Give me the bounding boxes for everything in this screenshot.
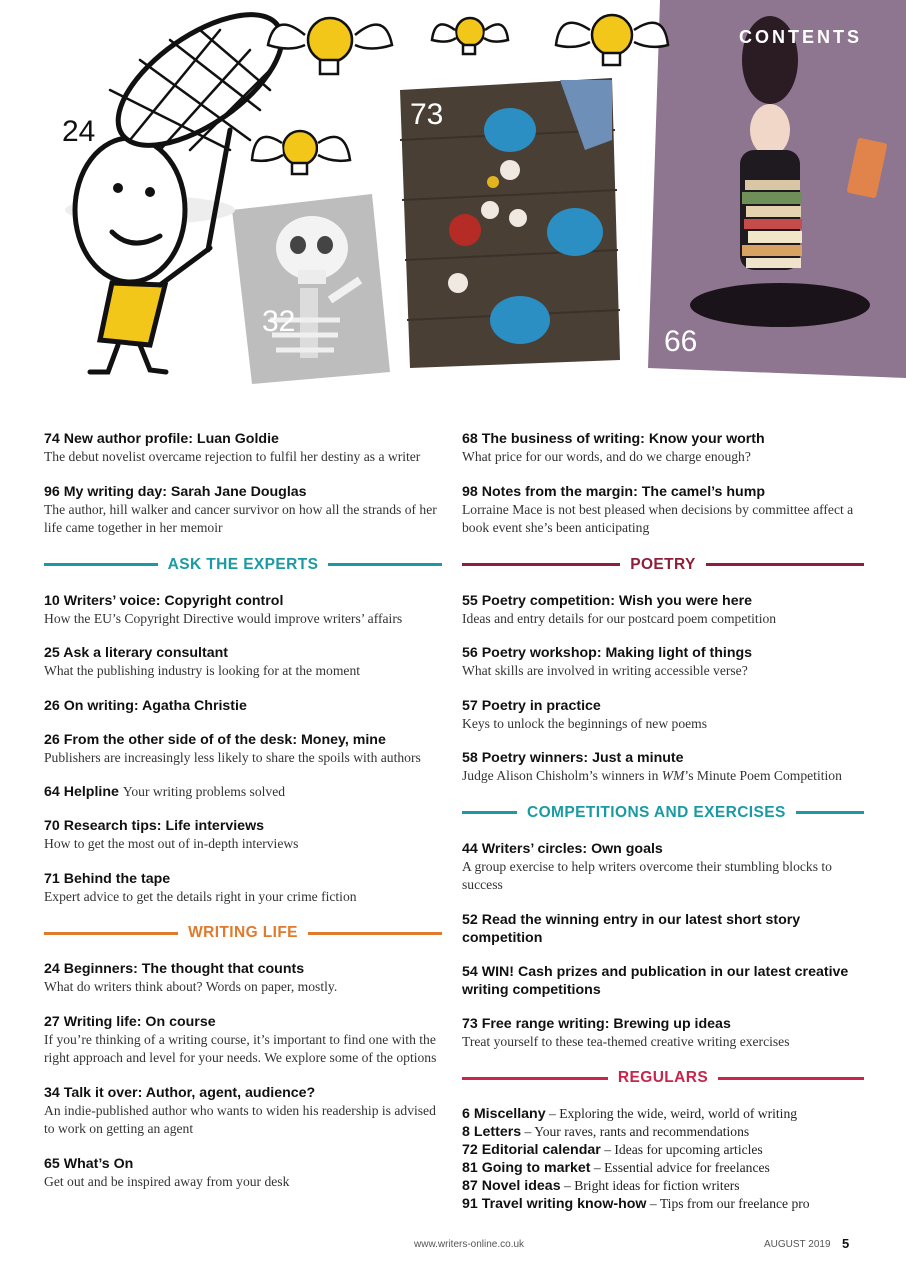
entry-title: 58 Poetry winners: Just a minute [462,750,684,766]
list-item[interactable] [462,483,864,538]
divider [44,932,178,935]
entry-desc: Get out and be inspired away from your desk [44,1173,290,1189]
list-item[interactable] [462,1177,864,1195]
entry-desc: – Tips from our freelance pro [649,1196,810,1211]
list-item[interactable] [44,697,442,715]
list-item[interactable] [462,1141,864,1159]
hero-illustration [0,0,906,410]
entry-title: 98 Notes from the margin: The camel’s hump [462,483,765,500]
entry-desc: The debut novelist overcame rejection to fulfil her destiny as a writer [44,449,421,464]
entry-title: 34 Talk it over: Author, agent, audience? [44,1084,316,1101]
section-header-writing-life [44,922,442,944]
entry-title: 81 Going to market [462,1160,591,1176]
reader-page-number: 66 [664,325,698,358]
desc-emphasis: WM [661,768,685,783]
lightbulb-icon [268,18,392,74]
list-item[interactable] [462,697,864,734]
entry-desc: Publishers are increasingly less likely to share the spoils with authors [44,749,421,765]
section-header-competitions [462,802,864,824]
list-item[interactable] [462,592,864,629]
list-item[interactable] [462,1123,864,1141]
entry-title: 55 Poetry competition: Wish you were here [462,592,752,609]
entry-title: 57 Poetry in practice [462,697,601,714]
section-label: COMPETITIONS AND EXERCISES [527,803,786,821]
entry-title: 44 Writers’ circles: Own goals [462,840,663,857]
section-label: ASK THE EXPERTS [167,555,319,573]
entry-desc: Treat yourself to these tea-themed creative writing exercises [462,1033,790,1049]
list-item[interactable] [462,840,864,895]
section-label: WRITING LIFE [188,924,298,941]
divider [796,811,864,814]
skeleton-page-number: 32 [262,305,296,338]
hero-collage [0,0,906,410]
entry-desc: Your writing problems solved [122,784,286,799]
list-item[interactable] [44,430,442,467]
entry-desc: – Essential advice for freelances [593,1160,770,1175]
section-label: REGULARS [617,1069,709,1086]
list-item[interactable] [462,963,864,999]
list-item[interactable] [44,960,442,997]
divider [462,563,620,566]
footer-issue: AUGUST 2019 [764,1239,831,1250]
tea-page-number: 73 [410,98,444,131]
entry-desc: Keys to unlock the beginnings of new poems [462,715,708,731]
entry-desc: An indie-published author who wants to widen his readership is advised to work on getting an agent [44,1102,436,1136]
entry-title: 54 WIN! Cash prizes and publication in our latest creative writing competitions [462,963,849,998]
divider [462,811,517,814]
entry-desc: What price for our words, and do we charge enough? [462,449,751,464]
entry-title: 68 The business of writing: Know your worth [462,431,765,447]
divider [308,932,442,935]
entry-desc: How to get the most out of in-depth interviews [44,836,299,851]
entry-title: 26 From the other side of of the desk: Money, mine [44,731,386,748]
stickman-page-number: 24 [62,115,96,148]
entry-desc: Ideas and entry details for our postcard poem competition [462,610,777,626]
lightbulb-icon [556,15,668,65]
left-column [44,430,442,1207]
entry-title: 24 Beginners: The thought that counts [44,961,305,977]
list-item[interactable] [44,1013,442,1068]
list-item[interactable] [44,817,442,854]
entry-title: 25 Ask a literary consultant [44,645,228,661]
divider [462,1077,608,1080]
page-number: 5 [842,1236,850,1251]
list-item[interactable] [44,483,442,538]
list-item[interactable] [462,644,864,681]
list-item[interactable] [44,870,442,907]
entry-desc: The author, hill walker and cancer survivor on how all the strands of her life came together in her memoir [44,501,437,535]
list-item[interactable] [462,1015,864,1052]
entry-title: 52 Read the winning entry in our latest short story competition [462,911,801,946]
divider [718,1077,864,1080]
right-column [462,430,864,1213]
entry-title: 27 Writing life: On course [44,1013,216,1030]
entry-desc: A group exercise to help writers overcome their stumbling blocks to success [462,858,832,892]
entry-title: 70 Research tips: Life interviews [44,818,264,834]
lightbulb-icon [252,131,350,174]
list-item[interactable] [44,783,442,801]
entry-desc: What skills are involved in writing accessible verse? [462,663,748,678]
entry-desc: – Exploring the wide, weird, world of writing [549,1106,798,1121]
list-item[interactable] [44,644,442,681]
entry-desc: What the publishing industry is looking for at the moment [44,663,361,678]
section-header-ask-the-experts [44,554,442,576]
divider [706,563,864,566]
entry-title: 74 New author profile: Luan Goldie [44,431,279,447]
list-item[interactable] [44,1084,442,1139]
contents-label: CONTENTS [739,27,862,47]
list-item[interactable] [44,731,442,768]
lightbulb-icon [432,18,508,54]
entry-title: 65 What’s On [44,1155,134,1172]
entry-desc: – Your raves, rants and recommendations [524,1124,750,1139]
entry-desc: What do writers think about? Words on paper, mostly. [44,979,338,994]
entry-title: 8 Letters [462,1124,522,1140]
list-item[interactable] [462,1195,864,1213]
list-item[interactable] [462,911,864,947]
entry-title: 26 On writing: Agatha Christie [44,697,247,714]
desc-part: ’s Minute Poem Competition [684,768,842,783]
list-item[interactable] [44,1155,442,1192]
section-header-poetry [462,554,864,576]
entry-desc: – Bright ideas for fiction writers [564,1178,740,1193]
entry-desc: Lorraine Mace is not best pleased when decisions by committee affect a book event she’s been anticipating [462,501,854,535]
footer-url[interactable]: www.writers-online.co.uk [414,1239,525,1250]
entry-title: 64 Helpline [44,784,119,800]
entry-title: 91 Travel writing know-how [462,1196,647,1212]
entry-title: 6 Miscellany [462,1106,546,1122]
entry-title: 73 Free range writing: Brewing up ideas [462,1015,731,1032]
list-item[interactable] [462,1105,864,1123]
section-header-regulars [462,1067,864,1089]
entry-title: 72 Editorial calendar [462,1142,601,1158]
list-item[interactable] [462,749,864,786]
entry-desc [462,767,864,786]
entry-desc: – Ideas for upcoming articles [604,1142,763,1157]
entry-desc: If you’re thinking of a writing course, it’s important to find one with the right approach and level for your needs. We explore some of the options [44,1031,437,1065]
entry-desc: Expert advice to get the details right in your crime fiction [44,888,357,904]
entry-desc: How the EU’s Copyright Directive would improve writers’ affairs [44,610,403,626]
divider [44,563,158,566]
list-item[interactable] [462,430,864,467]
entry-title: 10 Writers’ voice: Copyright control [44,592,284,609]
list-item[interactable] [44,592,442,629]
entry-title: 56 Poetry workshop: Making light of things [462,645,753,661]
section-label: POETRY [630,555,696,573]
desc-part: Judge Alison Chisholm’s winners in [462,768,662,783]
entry-title: 71 Behind the tape [44,870,171,887]
entry-title: 96 My writing day: Sarah Jane Douglas [44,483,307,500]
list-item[interactable] [462,1159,864,1177]
divider [328,563,442,566]
entry-title: 87 Novel ideas [462,1178,561,1194]
